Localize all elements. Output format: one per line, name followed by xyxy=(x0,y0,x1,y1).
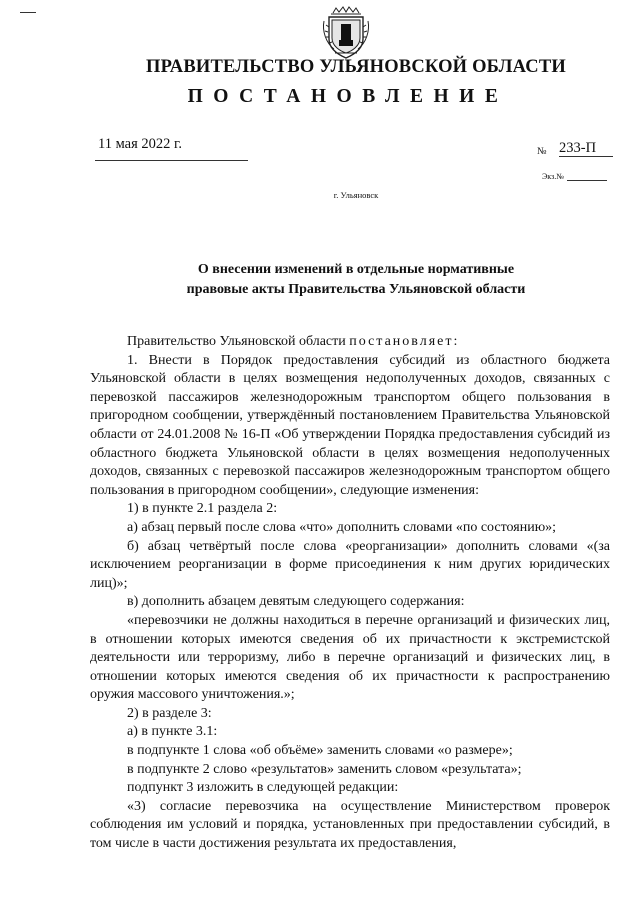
body-paragraph: в подпункте 2 слово «результатов» заменить словом «результата»; xyxy=(127,761,522,777)
copy-number-label: Экз.№ xyxy=(542,172,564,181)
intro-start: Правительство Ульяновской области xyxy=(127,334,350,349)
body-paragraph: «перевозчики не должны находиться в перечне организаций и физических лиц, в отношении которых имеются сведения об их причастности к экстремистской деятельности или терроризму, либо в перечне организаций и физических лиц, в отношении которых имеются сведения об их причастности к распространению оружия массового уничтожения.»; xyxy=(90,612,610,703)
body-paragraph: 1. Внести в Порядок предоставления субсидий из областного бюджета Ульяновской области в целях возмещения недополученных доходов, связанных с перевозкой пассажиров железнодорожным транспортом общего пользования в пригородном сообщении, утверждённый постановлением Правительства Ульяновской области от 24.01.2008 № 16-П «Об утверждении Порядка предоставления субсидий из областного бюджета Ульяновской области в целях возмещения недополученных доходов, связанных с перевозкой пассажиров железнодорожным транспортом общего пользования в пригородном сообщении», следующие изменения: xyxy=(90,352,610,498)
body-paragraph: 1) в пункте 2.1 раздела 2: xyxy=(127,501,278,517)
intro-paragraph xyxy=(90,333,610,352)
document-title xyxy=(0,260,640,300)
intro-end: : xyxy=(453,334,458,349)
document-number: 233-П xyxy=(559,141,613,157)
organization-name: ПРАВИТЕЛЬСТВО УЛЬЯНОВСКОЙ ОБЛАСТИ xyxy=(146,57,566,77)
number-sign: № xyxy=(537,146,547,157)
body-paragraph: б) абзац четвёртый после слова «реорганизации» дополнить словами «(за исключением реорганизации в форме присоединения к ним других юридических лиц)»; xyxy=(90,538,610,591)
document-body xyxy=(90,333,610,854)
coat-of-arms-emblem xyxy=(321,5,371,61)
date-underline xyxy=(95,160,248,161)
body-paragraph: а) абзац первый после слова «что» дополнить словами «по состоянию»; xyxy=(127,519,557,535)
copy-number-line xyxy=(567,180,607,181)
title-line-2: правовые акты Правительства Ульяновской области xyxy=(186,282,526,297)
corner-mark xyxy=(20,12,36,17)
body-paragraph: подпункт 3 изложить в следующей редакции: xyxy=(127,780,399,796)
body-paragraph: «3) согласие перевозчика на осуществление Министерством проверок соблюдения им условий и порядка, установленных при предоставлении субсидий, в том числе в части достижения результата их предоставления, xyxy=(90,798,610,852)
city: г. Ульяновск xyxy=(333,190,379,200)
intro-spaced-word: постановляет xyxy=(349,334,454,349)
body-paragraph: а) в пункте 3.1: xyxy=(127,724,218,740)
body-paragraph: в подпункте 1 слова «об объёме» заменить словами «о размере»; xyxy=(127,743,513,759)
document-type: ПОСТАНОВЛЕНИЕ xyxy=(187,86,509,107)
document-date: 11 мая 2022 г. xyxy=(98,136,182,152)
body-paragraph: в) дополнить абзацем девятым следующего содержания: xyxy=(127,594,465,610)
title-line-1: О внесении изменений в отдельные нормативные xyxy=(197,262,515,277)
body-paragraph: 2) в разделе 3: xyxy=(127,705,212,721)
